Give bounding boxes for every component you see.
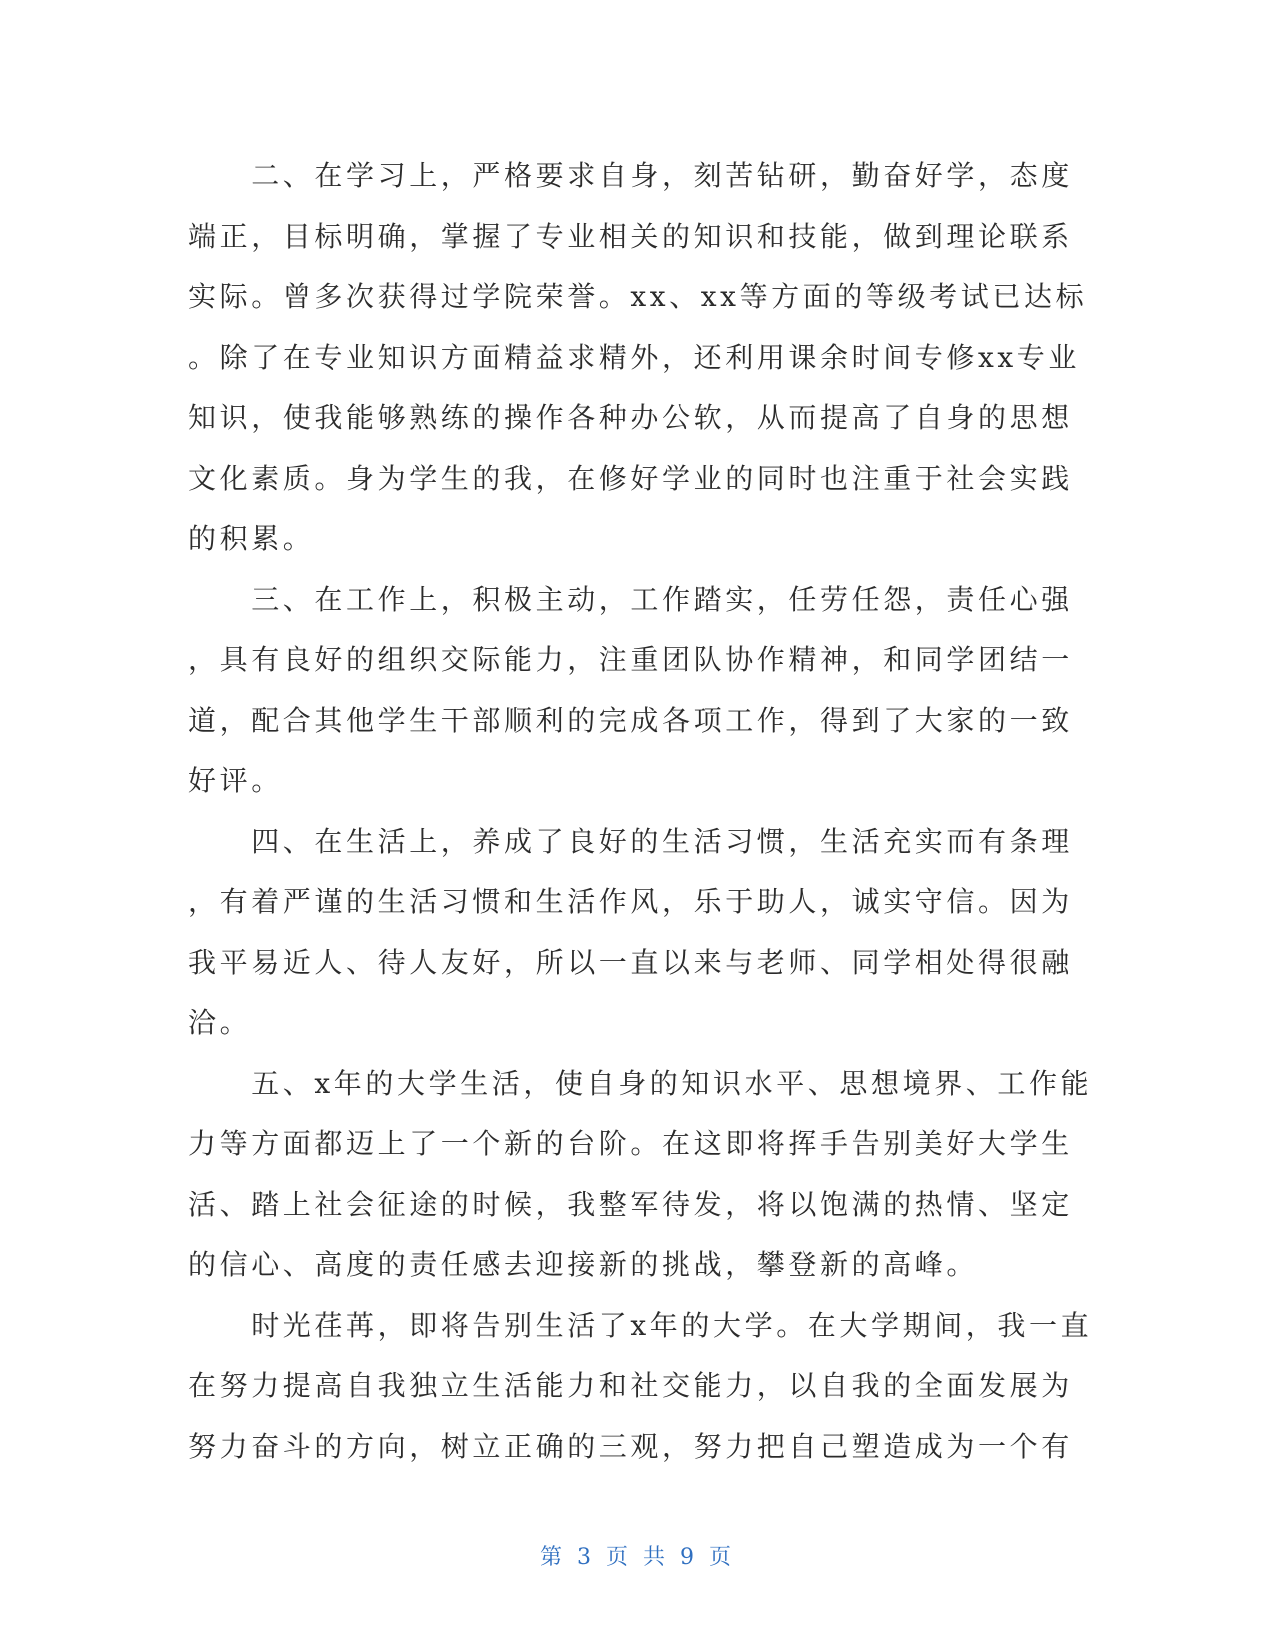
text-line: 时光荏苒，即将告别生活了x年的大学。在大学期间，我一直 (188, 1308, 1093, 1342)
text-line: 好评。 (188, 764, 283, 797)
text-line: 的信心、高度的责任感去迎接新的挑战，攀登新的高峰。 (188, 1248, 979, 1281)
text-line: 实际。曾多次获得过学院荣誉。xx、xx等方面的等级考试已达标 (188, 280, 1088, 313)
text-line: 。除了在专业知识方面精益求精外，还利用课余时间专修xx专业 (188, 340, 1080, 374)
text-line: 文化素质。身为学生的我，在修好学业的同时也注重于社会实践 (188, 461, 1073, 495)
text-line: 知识，使我能够熟练的操作各种办公软，从而提高了自身的思想 (188, 401, 1073, 434)
text-line: 二、在学习上，严格要求自身，刻苦钻研，勤奋好学，态度 (188, 159, 1073, 192)
text-line: 努力奋斗的方向，树立正确的三观，努力把自己塑造成为一个有 (188, 1429, 1073, 1463)
text-line: 活、踏上社会征途的时候，我整军待发，将以饱满的热情、坚定 (188, 1187, 1073, 1221)
text-line: 五、x年的大学生活，使自身的知识水平、思想境界、工作能 (188, 1066, 1093, 1100)
text-line: 我平易近人、待人友好，所以一直以来与老师、同学相处得很融 (188, 945, 1073, 979)
body-text (188, 146, 1093, 1477)
text-line: ，具有良好的组织交际能力，注重团队协作精神，和同学团结一 (188, 643, 1073, 676)
text-line: 洽。 (188, 1006, 252, 1039)
text-line: 三、在工作上，积极主动，工作踏实，任劳任怨，责任心强 (188, 582, 1073, 616)
text-line: ，有着严谨的生活习惯和生活作风，乐于助人，诚实守信。因为 (188, 885, 1073, 918)
text-line: 的积累。 (188, 522, 315, 555)
text-line: 道，配合其他学生干部顺利的完成各项工作，得到了大家的一致 (188, 703, 1073, 737)
text-line: 在努力提高自我独立生活能力和社交能力，以自我的全面发展为 (188, 1369, 1073, 1402)
page-number-footer: 第 3 页 共 9 页 (540, 1545, 735, 1570)
text-line: 端正，目标明确，掌握了专业相关的知识和技能，做到理论联系 (188, 219, 1073, 253)
text-line: 四、在生活上，养成了良好的生活习惯，生活充实而有条理 (188, 824, 1073, 858)
text-line: 力等方面都迈上了一个新的台阶。在这即将挥手告别美好大学生 (188, 1127, 1073, 1160)
